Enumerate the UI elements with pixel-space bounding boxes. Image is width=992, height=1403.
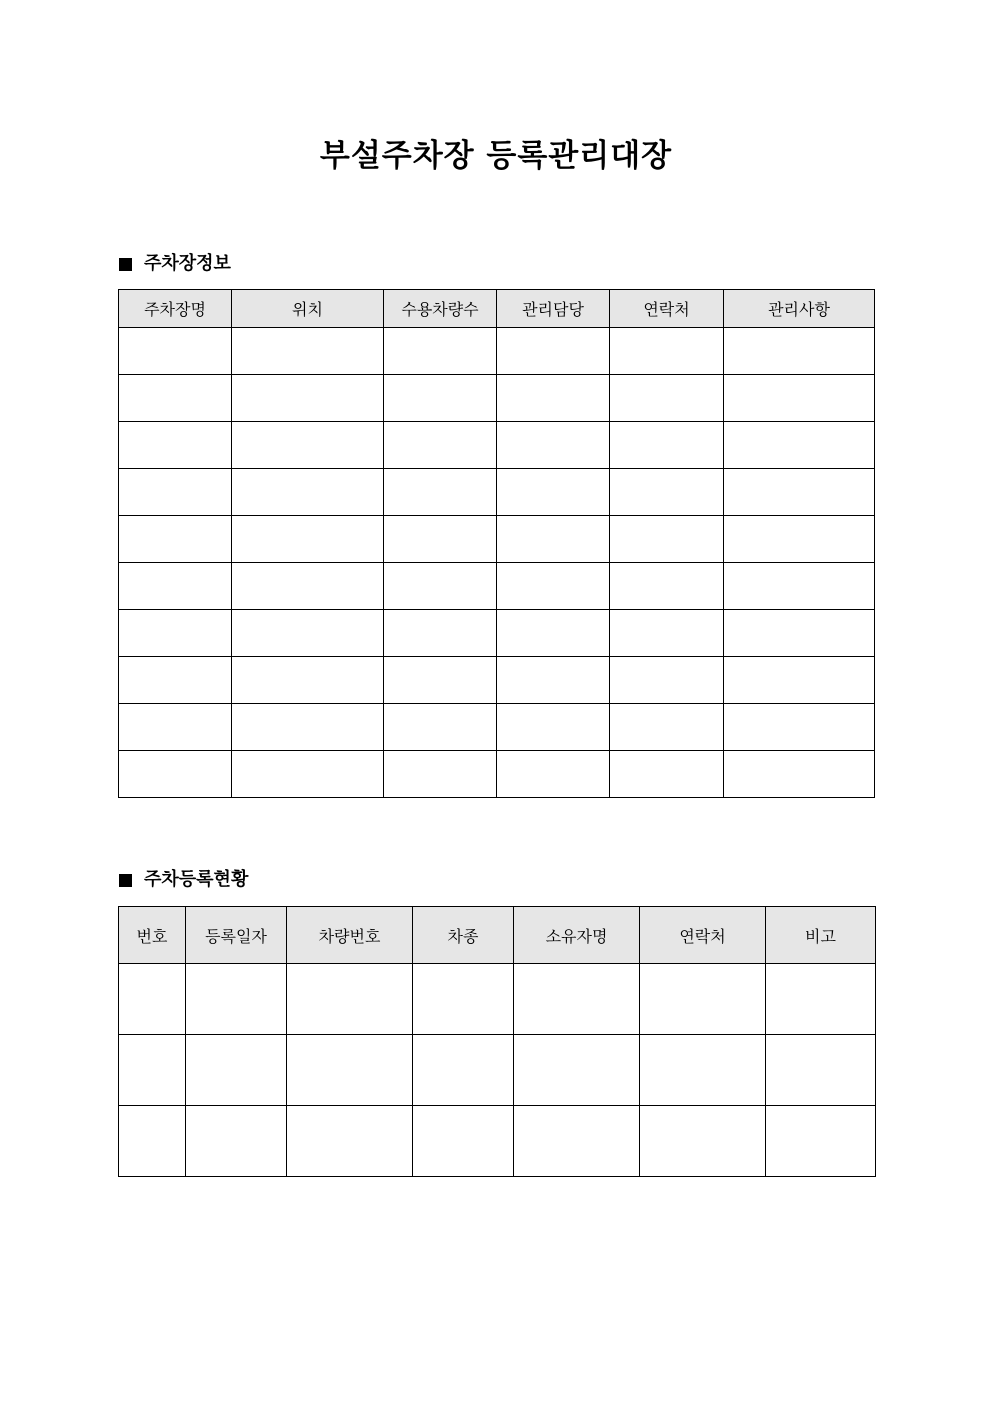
table-cell[interactable] <box>384 704 497 751</box>
table-cell[interactable] <box>724 422 875 469</box>
column-header: 위치 <box>232 290 384 328</box>
table-cell[interactable] <box>186 1106 287 1177</box>
table-cell[interactable] <box>119 964 186 1035</box>
column-header: 비고 <box>766 907 876 964</box>
column-header: 번호 <box>119 907 186 964</box>
table-cell[interactable] <box>497 563 610 610</box>
table-cell[interactable] <box>610 563 724 610</box>
table-cell[interactable] <box>497 375 610 422</box>
table-cell[interactable] <box>232 610 384 657</box>
table-cell[interactable] <box>232 516 384 563</box>
table-cell[interactable] <box>232 328 384 375</box>
table-cell[interactable] <box>119 1106 186 1177</box>
table-cell[interactable] <box>724 704 875 751</box>
table-cell[interactable] <box>497 516 610 563</box>
table-cell[interactable] <box>232 751 384 798</box>
table-row <box>119 328 875 375</box>
table-cell[interactable] <box>232 563 384 610</box>
table-cell[interactable] <box>497 422 610 469</box>
table-cell[interactable] <box>724 375 875 422</box>
table-cell[interactable] <box>610 375 724 422</box>
column-header: 연락처 <box>610 290 724 328</box>
table-cell[interactable] <box>119 610 232 657</box>
column-header: 차종 <box>413 907 514 964</box>
table-row <box>119 704 875 751</box>
table-row <box>119 422 875 469</box>
table-cell[interactable] <box>610 469 724 516</box>
table-cell[interactable] <box>119 469 232 516</box>
table-cell[interactable] <box>766 1035 876 1106</box>
table-row <box>119 964 876 1035</box>
table-row <box>119 516 875 563</box>
column-header: 차량번호 <box>287 907 413 964</box>
table-cell[interactable] <box>119 422 232 469</box>
table-cell[interactable] <box>610 704 724 751</box>
table-cell[interactable] <box>724 516 875 563</box>
table-cell[interactable] <box>119 516 232 563</box>
black-square-icon <box>119 874 132 887</box>
table-cell[interactable] <box>640 1106 766 1177</box>
table-cell[interactable] <box>640 964 766 1035</box>
table-cell[interactable] <box>287 964 413 1035</box>
table-cell[interactable] <box>384 375 497 422</box>
column-header: 소유자명 <box>514 907 640 964</box>
table-header-row <box>119 290 875 328</box>
table-cell[interactable] <box>119 704 232 751</box>
table-cell[interactable] <box>384 422 497 469</box>
table-cell[interactable] <box>724 328 875 375</box>
section-heading-label: 주차장정보 <box>144 253 231 274</box>
table-cell[interactable] <box>497 328 610 375</box>
table-cell[interactable] <box>232 704 384 751</box>
table-cell[interactable] <box>186 1035 287 1106</box>
table-cell[interactable] <box>610 422 724 469</box>
table-cell[interactable] <box>610 751 724 798</box>
section-heading-parking-info <box>119 252 231 276</box>
table-cell[interactable] <box>724 751 875 798</box>
table-cell[interactable] <box>119 751 232 798</box>
black-square-icon <box>119 258 132 271</box>
table-cell[interactable] <box>724 657 875 704</box>
page-title: 부설주차장 등록관리대장 <box>319 138 673 174</box>
table-cell[interactable] <box>119 375 232 422</box>
table-cell[interactable] <box>186 964 287 1035</box>
section-heading-label: 주차등록현황 <box>144 869 249 890</box>
table-cell[interactable] <box>497 704 610 751</box>
table-cell[interactable] <box>232 657 384 704</box>
table-row <box>119 1106 876 1177</box>
table-row <box>119 1035 876 1106</box>
table-cell[interactable] <box>497 751 610 798</box>
table-row <box>119 751 875 798</box>
column-header: 관리담당 <box>497 290 610 328</box>
table-cell[interactable] <box>724 469 875 516</box>
table-cell[interactable] <box>119 657 232 704</box>
table-cell[interactable] <box>497 657 610 704</box>
table-cell[interactable] <box>413 964 514 1035</box>
table-row <box>119 375 875 422</box>
column-header: 관리사항 <box>724 290 875 328</box>
table-cell[interactable] <box>384 328 497 375</box>
column-header: 등록일자 <box>186 907 287 964</box>
table-cell[interactable] <box>232 422 384 469</box>
table-cell[interactable] <box>610 328 724 375</box>
table-cell[interactable] <box>232 375 384 422</box>
table-cell[interactable] <box>232 469 384 516</box>
table-cell[interactable] <box>413 1035 514 1106</box>
parking-info-table <box>118 289 875 798</box>
table-row <box>119 657 875 704</box>
table-cell[interactable] <box>766 964 876 1035</box>
table-cell[interactable] <box>119 328 232 375</box>
section-heading-registration <box>119 868 248 892</box>
column-header: 연락처 <box>640 907 766 964</box>
table-cell[interactable] <box>724 610 875 657</box>
table-row <box>119 469 875 516</box>
registration-table <box>118 906 876 1177</box>
table-cell[interactable] <box>384 563 497 610</box>
table-cell[interactable] <box>384 657 497 704</box>
table-cell[interactable] <box>610 657 724 704</box>
table-cell[interactable] <box>610 610 724 657</box>
table-cell[interactable] <box>384 751 497 798</box>
table-cell[interactable] <box>514 964 640 1035</box>
column-header: 수용차량수 <box>384 290 497 328</box>
table-cell[interactable] <box>119 563 232 610</box>
table-cell[interactable] <box>724 563 875 610</box>
table-cell[interactable] <box>610 516 724 563</box>
table-cell[interactable] <box>514 1035 640 1106</box>
table-cell[interactable] <box>384 516 497 563</box>
column-header: 주차장명 <box>119 290 232 328</box>
table-cell[interactable] <box>384 610 497 657</box>
table-cell[interactable] <box>287 1035 413 1106</box>
table-row <box>119 563 875 610</box>
table-cell[interactable] <box>119 1035 186 1106</box>
table-cell[interactable] <box>287 1106 413 1177</box>
table-cell[interactable] <box>514 1106 640 1177</box>
table-cell[interactable] <box>766 1106 876 1177</box>
table-row <box>119 610 875 657</box>
table-cell[interactable] <box>497 610 610 657</box>
table-cell[interactable] <box>384 469 497 516</box>
table-cell[interactable] <box>497 469 610 516</box>
table-cell[interactable] <box>413 1106 514 1177</box>
table-cell[interactable] <box>640 1035 766 1106</box>
table-header-row <box>119 907 876 964</box>
